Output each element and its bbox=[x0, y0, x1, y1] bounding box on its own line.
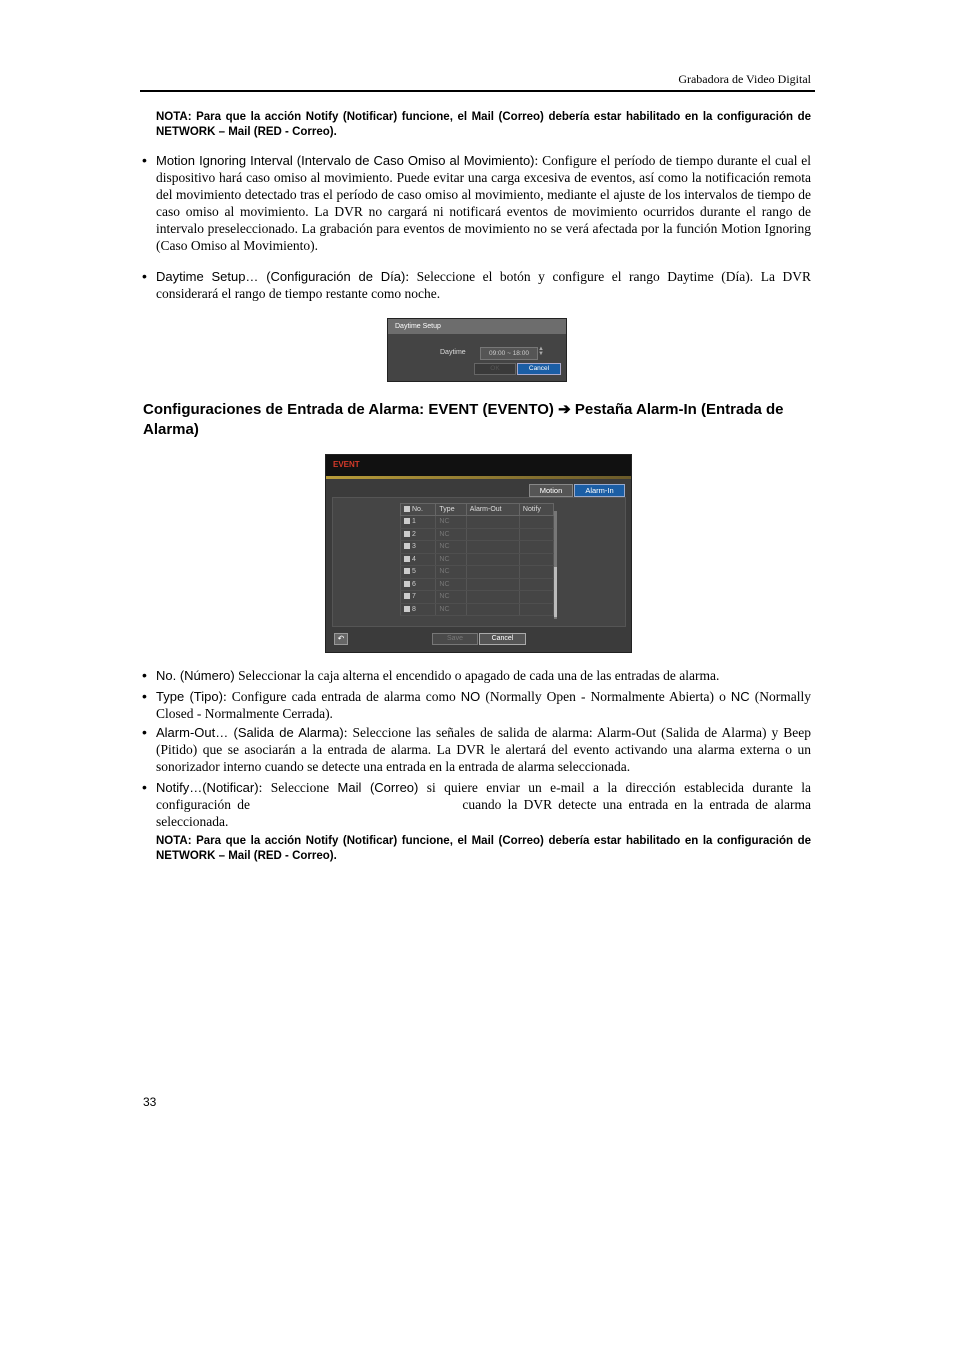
bullet-text: : Seleccione bbox=[258, 780, 338, 795]
bullet-text: : Seleccione las señales de salida de alarma: Alarm-Out (Salida de Alarma) y Beep (Pitido) que se asociarán a la entrada de alarma. La DVR le alertará del evento activando una alarma externa o un sonorizador interno cuando se detecte una entrada en la entrada de alarma seleccionada. bbox=[156, 725, 811, 774]
heading-text bbox=[143, 400, 815, 440]
heading-part1: Configuraciones de Entrada de Alarma: EVENT (EVENTO) bbox=[143, 401, 554, 418]
row-notify[interactable] bbox=[519, 528, 553, 541]
daytime-label: Daytime bbox=[440, 349, 466, 356]
table-row bbox=[401, 566, 554, 579]
row-no[interactable]: 4 bbox=[401, 553, 436, 566]
bullet-dot: • bbox=[142, 724, 147, 740]
checkbox-icon[interactable] bbox=[404, 593, 410, 599]
bullet-text: Seleccionar la caja alterna el encendido o apagado de cada una de las entradas de alarma. bbox=[234, 668, 720, 683]
row-alarm-out[interactable] bbox=[466, 516, 519, 529]
column-header-notify: Notify bbox=[519, 504, 553, 516]
row-notify[interactable] bbox=[519, 541, 553, 554]
row-type[interactable]: NC bbox=[436, 553, 466, 566]
row-no[interactable]: 7 bbox=[401, 591, 436, 604]
row-type[interactable]: NC bbox=[436, 528, 466, 541]
note-top: NOTA: Para que la acción Notify (Notificar) funcione, el Mail (Correo) debería estar habilitado en la configuración de NETWORK – Mail (RED - Correo). bbox=[156, 111, 811, 138]
column-header-no[interactable]: No. bbox=[401, 504, 436, 516]
row-alarm-out[interactable] bbox=[466, 566, 519, 579]
heading-part2: Pestaña Alarm-In (Entrada de Alarma) bbox=[143, 401, 784, 438]
table-row bbox=[401, 528, 554, 541]
no-term: NO bbox=[460, 689, 481, 704]
bullet-motion-ignoring bbox=[156, 152, 811, 254]
bullet-text: : Seleccione el botón y configure el rango Daytime (Día). La DVR considerará el rango de tiempo restante como noche. bbox=[156, 269, 811, 301]
table-row bbox=[401, 553, 554, 566]
nc-term: NC bbox=[730, 689, 750, 704]
dialog-title: Daytime Setup bbox=[388, 319, 566, 334]
row-notify[interactable] bbox=[519, 603, 553, 616]
column-header-alarm-out: Alarm-Out bbox=[466, 504, 519, 516]
row-no[interactable]: 6 bbox=[401, 578, 436, 591]
checkbox-icon[interactable] bbox=[404, 531, 410, 537]
checkbox-icon[interactable] bbox=[404, 518, 410, 524]
bullet-term: Notify…(Notificar) bbox=[156, 780, 259, 795]
bullet-term: Daytime Setup… (Configuración de Día) bbox=[156, 269, 406, 284]
row-type[interactable]: NC bbox=[436, 603, 466, 616]
cancel-button[interactable]: Cancel bbox=[517, 363, 561, 375]
panel-title: EVENT bbox=[333, 460, 360, 469]
save-button[interactable]: Save bbox=[432, 633, 478, 645]
header-title: Grabadora de Video Digital bbox=[678, 72, 811, 86]
row-type[interactable]: NC bbox=[436, 516, 466, 529]
bullet-text: : Configure cada entrada de alarma como bbox=[222, 689, 461, 704]
bullet-daytime-setup bbox=[156, 268, 811, 302]
bullet-text: : Configure el período de tiempo durante el cual el dispositivo hará caso omiso al movimiento. Puede evitar una carga excesiva de eventos, así como la notificación remota del movimiento detectado tras el período de caso omiso al movimiento, mediante el ajuste de los intervalos de tiempo de caso omiso al movimiento. La DVR no cargará ni notificará eventos de movimiento ocurridos durante el rango de intervalo preseleccionado. La grabación para eventos de movimiento no se verá afectada por la función Motion Ignoring (Caso Omiso al Movimiento). bbox=[156, 153, 812, 253]
bullet-text: (Normally Closed - Normalmente Cerrada). bbox=[156, 689, 811, 721]
title-divider bbox=[326, 476, 631, 479]
bullet-no bbox=[156, 667, 811, 684]
checkbox-icon[interactable] bbox=[404, 568, 410, 574]
checkbox-icon[interactable] bbox=[404, 606, 410, 612]
checkbox-icon[interactable] bbox=[404, 556, 410, 562]
arrow-icon: ➔ bbox=[558, 401, 571, 418]
checkbox-icon[interactable] bbox=[404, 581, 410, 587]
row-notify[interactable] bbox=[519, 516, 553, 529]
ok-button[interactable]: OK bbox=[474, 363, 516, 375]
panel-titlebar bbox=[326, 455, 631, 476]
event-alarm-in-panel bbox=[325, 454, 632, 653]
bullet-text: cuando la DVR detecte una entrada en la entrada de alarma seleccionada. bbox=[156, 797, 811, 829]
tab-motion[interactable]: Motion bbox=[529, 484, 573, 497]
row-alarm-out[interactable] bbox=[466, 603, 519, 616]
row-type[interactable]: NC bbox=[436, 591, 466, 604]
row-alarm-out[interactable] bbox=[466, 578, 519, 591]
row-no[interactable]: 3 bbox=[401, 541, 436, 554]
row-notify[interactable] bbox=[519, 566, 553, 579]
cancel-button[interactable]: Cancel bbox=[479, 633, 526, 645]
row-alarm-out[interactable] bbox=[466, 541, 519, 554]
row-alarm-out[interactable] bbox=[466, 591, 519, 604]
bullet-type bbox=[156, 688, 811, 722]
bullet-dot: • bbox=[142, 688, 147, 704]
page-number: 33 bbox=[143, 1095, 157, 1109]
spinner[interactable] bbox=[538, 347, 544, 357]
bullet-dot: • bbox=[142, 667, 147, 683]
spin-down-icon[interactable]: ▼ bbox=[538, 351, 544, 357]
row-no[interactable]: 2 bbox=[401, 528, 436, 541]
mail-term: Mail (Correo) bbox=[337, 780, 419, 795]
bullet-dot: • bbox=[142, 779, 147, 795]
row-type[interactable]: NC bbox=[436, 578, 466, 591]
bullet-text: si quiere enviar un e-mail a la dirección establecida durante la configuración de bbox=[156, 780, 811, 812]
bullet-text: (Normally Open - Normalmente Abierta) o bbox=[480, 689, 731, 704]
column-header-type: Type bbox=[436, 504, 466, 516]
row-notify[interactable] bbox=[519, 553, 553, 566]
bullet-notify bbox=[156, 779, 811, 830]
back-icon[interactable]: ↶ bbox=[334, 633, 348, 645]
bullet-dot: • bbox=[142, 268, 147, 284]
row-alarm-out[interactable] bbox=[466, 528, 519, 541]
row-type[interactable]: NC bbox=[436, 566, 466, 579]
section-heading bbox=[143, 400, 815, 440]
page-header bbox=[140, 70, 815, 92]
table-row bbox=[401, 541, 554, 554]
bullet-dot: • bbox=[142, 152, 147, 168]
bullet-term: Type (Tipo) bbox=[156, 689, 223, 704]
note-bottom: NOTA: Para que la acción Notify (Notificar) funcione, el Mail (Correo) debería estar habilitado en la configuración de NETWORK – Mail (RED - Correo). bbox=[156, 835, 811, 862]
alarm-in-table bbox=[400, 503, 554, 616]
checkbox-icon[interactable] bbox=[404, 506, 410, 512]
row-notify[interactable] bbox=[519, 591, 553, 604]
table-row bbox=[401, 516, 554, 529]
daytime-range-field[interactable]: 09:00 ~ 18:00 bbox=[480, 347, 538, 360]
scrollbar-thumb[interactable] bbox=[554, 567, 557, 617]
table-row bbox=[401, 578, 554, 591]
row-notify[interactable] bbox=[519, 578, 553, 591]
bullet-alarm-out bbox=[156, 724, 811, 775]
daytime-setup-dialog bbox=[387, 318, 567, 382]
row-alarm-out[interactable] bbox=[466, 553, 519, 566]
bullet-term: Motion Ignoring Interval (Intervalo de Caso Omiso al Movimiento) bbox=[156, 153, 535, 168]
bullet-term: No. (Número) bbox=[156, 668, 235, 683]
row-no[interactable]: 1 bbox=[401, 516, 436, 529]
row-no[interactable]: 8 bbox=[401, 603, 436, 616]
table-row bbox=[401, 603, 554, 616]
checkbox-icon[interactable] bbox=[404, 543, 410, 549]
row-type[interactable]: NC bbox=[436, 541, 466, 554]
spin-up-icon[interactable]: ▲ bbox=[538, 346, 544, 352]
tab-alarm-in[interactable]: Alarm-In bbox=[574, 484, 625, 497]
table-row bbox=[401, 591, 554, 604]
bullet-term: Alarm-Out… (Salida de Alarma) bbox=[156, 725, 344, 740]
row-no[interactable]: 5 bbox=[401, 566, 436, 579]
